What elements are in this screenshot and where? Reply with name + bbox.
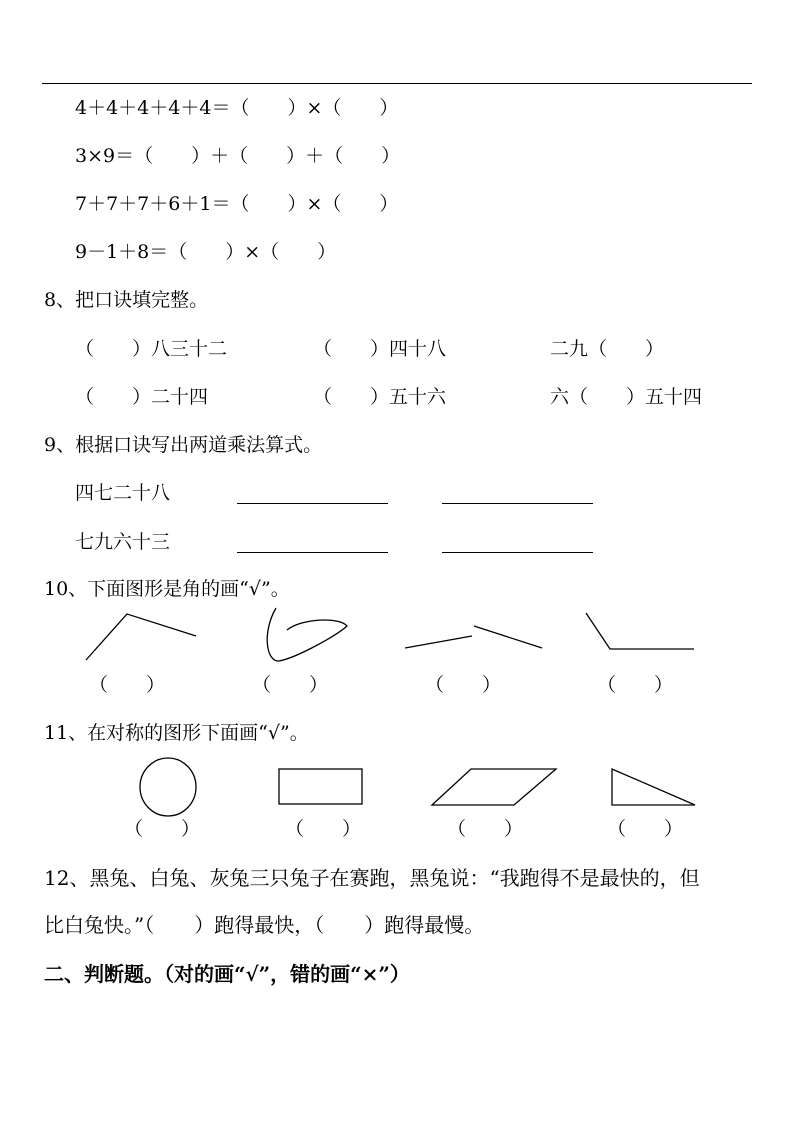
- q11-answer-paren[interactable]: （ ）: [124, 818, 201, 840]
- q8-row1-item3: 二九（ ）: [550, 338, 665, 360]
- q11-answer-paren[interactable]: （ ）: [285, 818, 362, 840]
- q10-title: 10、下面图形是角的画“√”。: [44, 578, 290, 600]
- circle-figure: [140, 758, 196, 816]
- q10-answer-paren[interactable]: （ ）: [252, 674, 329, 696]
- q9-item-1: 四七二十八: [75, 482, 171, 504]
- q10-answer-paren[interactable]: （ ）: [597, 674, 674, 696]
- section-2-title: 二、判断题。（对的画“√”，错的画“×”）: [44, 962, 410, 986]
- rectangle-figure: [279, 769, 362, 804]
- parallelogram-figure: [432, 769, 556, 805]
- q8-row2-item3: 六（ ）五十四: [550, 386, 703, 408]
- triangle-figure: [612, 769, 695, 805]
- q7-line-1: 4＋4＋4＋4＋4＝（ ）×（ ）: [75, 97, 399, 119]
- q11-answer-paren[interactable]: （ ）: [447, 818, 524, 840]
- q10-answer-paren[interactable]: （ ）: [425, 674, 502, 696]
- q7-line-3: 7＋7＋7＋6＋1＝（ ）×（ ）: [75, 193, 399, 215]
- q11-title: 11、在对称的图形下面画“√”。: [44, 722, 309, 744]
- q7-line-2: 3×9＝（ ）＋（ ）＋（ ）: [75, 145, 401, 167]
- q8-row2-item2: （ ）五十六: [313, 386, 447, 408]
- q8-title: 8、把口诀填完整。: [44, 289, 209, 311]
- q11-answer-paren[interactable]: （ ）: [607, 818, 684, 840]
- q8-row1-item1: （ ）八三十二: [75, 338, 228, 360]
- q12-line-1: 12、黑兔、白兔、灰兔三只兔子在赛跑，黑兔说：“我跑得不是最快的，但: [44, 866, 700, 890]
- q9-title: 9、根据口诀写出两道乘法算式。: [44, 434, 323, 456]
- q8-row2-item1: （ ）二十四: [75, 386, 209, 408]
- q9-item-2: 七九六十三: [75, 531, 171, 553]
- q10-answer-paren[interactable]: （ ）: [89, 674, 166, 696]
- q12-line-2: 比白兔快。”（ ）跑得最快，（ ）跑得最慢。: [44, 913, 485, 937]
- q8-row1-item2: （ ）四十八: [313, 338, 447, 360]
- q7-line-4: 9－1＋8＝（ ）×（ ）: [75, 241, 337, 263]
